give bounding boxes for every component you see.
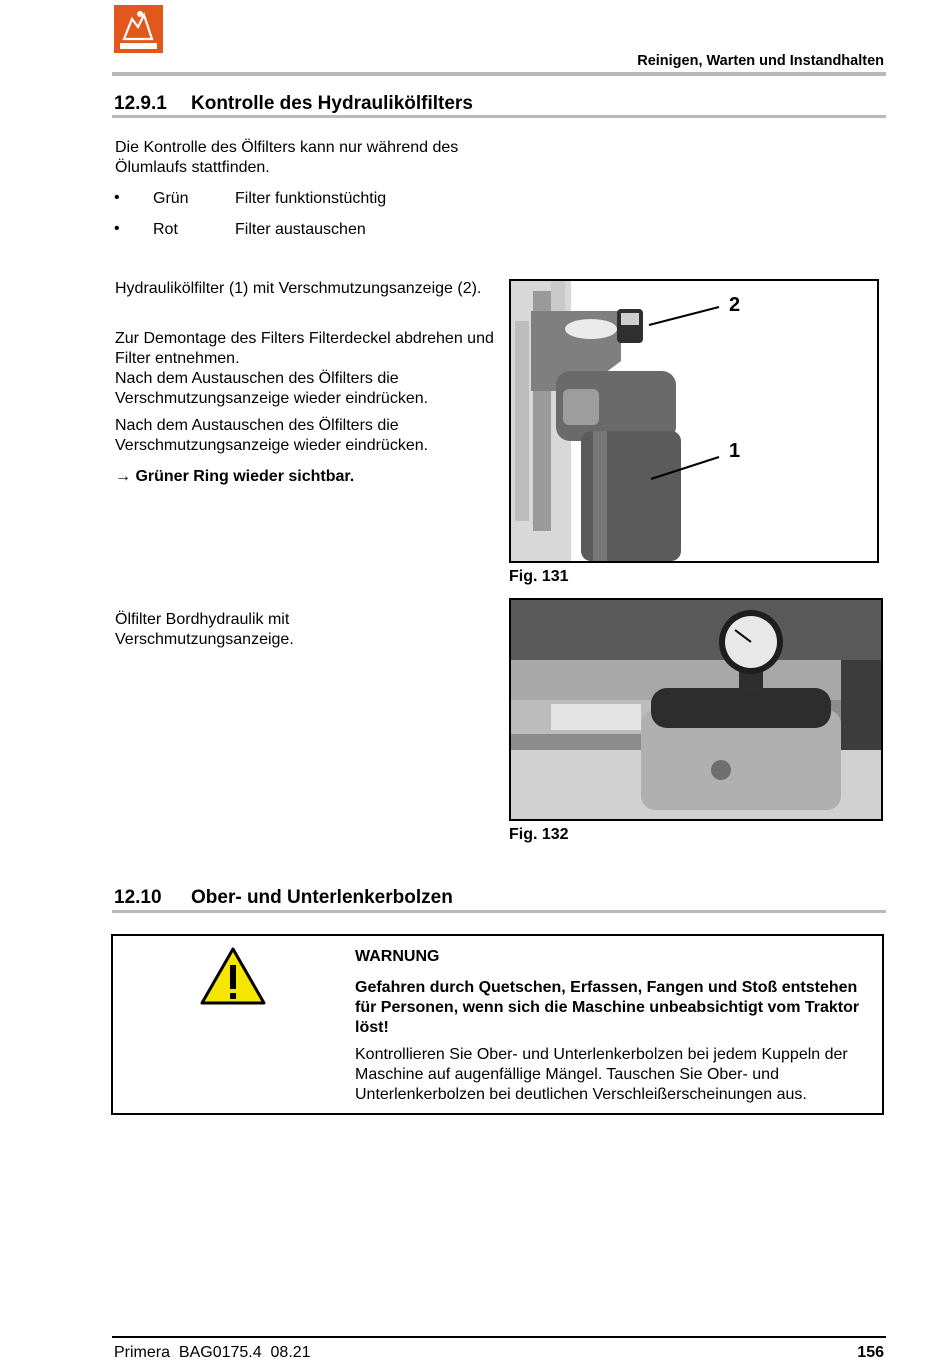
disassembly-paragraph [115,329,495,409]
result-line [115,467,354,487]
arrow-icon: → [115,468,131,485]
disassembly-line: Zur Demontage des Filters Filterdeckel abdrehen und Filter entnehmen. [115,330,494,367]
warning-bold-text: Gefahren durch Quetschen, Erfassen, Fangen und Stoß entstehen für Personen, wenn sich die Maschine unbeabsichtigt vom Traktor löst! [355,979,860,1036]
section-divider [112,115,886,118]
warning-box [111,934,884,1115]
section-title: Kontrolle des Hydraulikölfilters [191,93,473,114]
header-title: Reinigen, Warten und Instandhalten [637,53,884,69]
footer-doc-info: Primera BAG0175.4 08.21 [114,1344,311,1361]
callout-1: 1 [729,440,741,462]
reset-line: Nach dem Austauschen des Ölfilters die Verschmutzungsanzeige wieder eindrücken. [115,370,429,407]
bullet-term: Rot [153,221,178,238]
section-divider [112,910,886,913]
warning-text: Kontrollieren Sie Ober- und Unterlenkerbolzen bei jedem Kuppeln der Maschine auf augenfällige Mängel. Tauschen Sie Ober- und Unterlenkerbolzen bei deutlichen Verschleißerscheinungen aus. [355,1046,848,1103]
bullet-desc: Filter funktionstüchtig [235,190,387,207]
warning-triangle-icon [199,946,267,1011]
figure-132-label: Fig. 132 [509,826,569,843]
amazone-logo [114,5,163,53]
bullet-dot: • [114,220,120,237]
section-title: Ober- und Unterlenkerbolzen [191,887,453,908]
page-number: 156 [857,1344,884,1361]
board-hydraulic-paragraph: Ölfilter Bordhydraulik mit Verschmutzungsanzeige. [115,611,294,648]
bullet-term: Grün [153,190,189,207]
reset-paragraph: Nach dem Austauschen des Ölfilters die Verschmutzungsanzeige wieder eindrücken. [115,417,429,454]
footer-divider [112,1336,886,1338]
header-divider [112,72,886,76]
bullet-desc: Filter austauschen [235,221,366,238]
warning-title: WARNUNG [355,948,440,965]
figure-131-image [509,279,879,563]
filter-paragraph: Hydraulikölfilter (1) mit Verschmutzungsanzeige (2). [115,280,482,297]
section-number: 12.10 [114,887,162,908]
intro-paragraph: Die Kontrolle des Ölfilters kann nur während des Ölumlaufs stattfinden. [115,139,459,176]
figure-132-image [509,598,883,821]
result-text: Grüner Ring wieder sichtbar. [135,468,355,485]
callout-2: 2 [729,294,741,316]
figure-131-label: Fig. 131 [509,568,569,585]
bullet-dot: • [114,189,120,206]
section-number: 12.9.1 [114,93,167,114]
